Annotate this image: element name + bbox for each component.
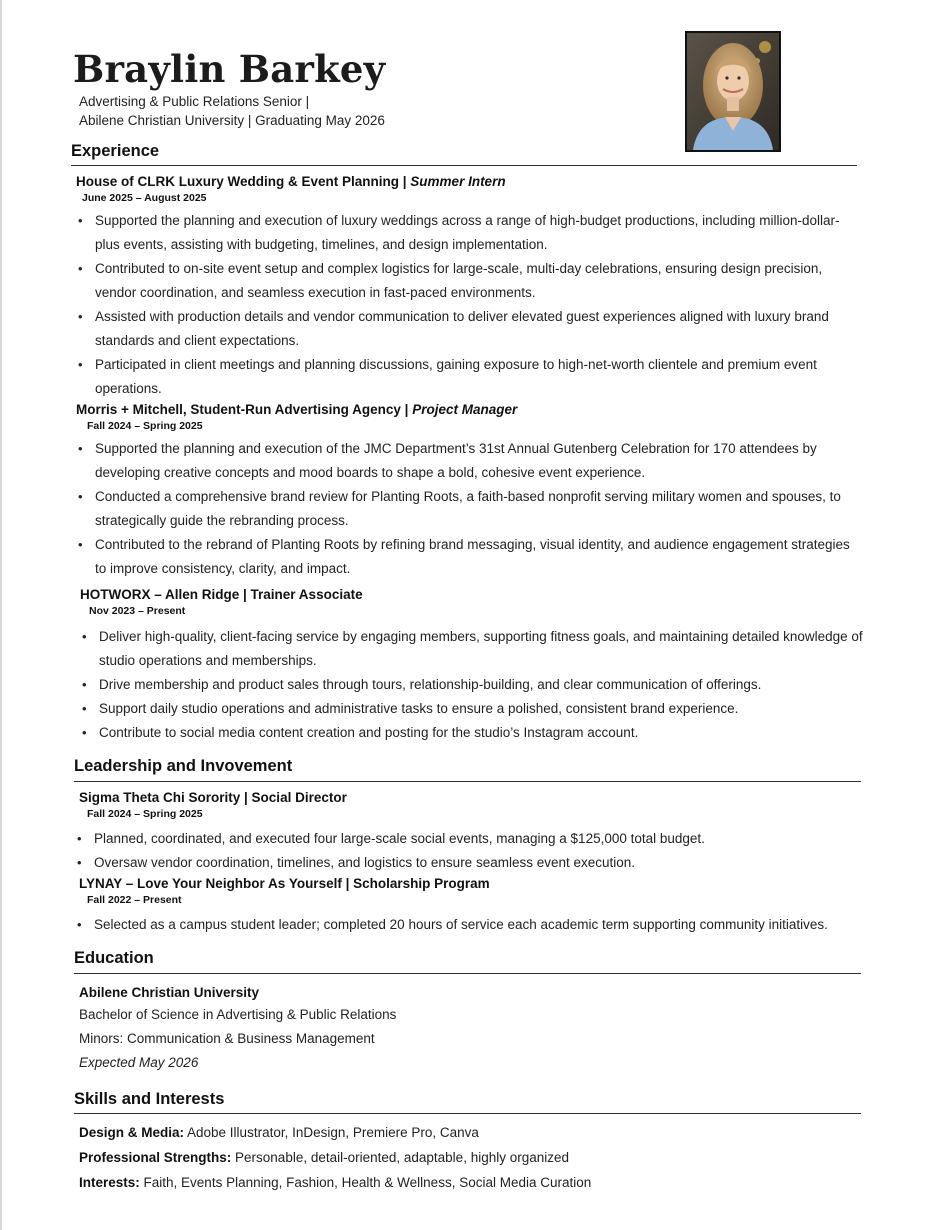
job-hotworx <box>80 586 866 745</box>
job-title <box>76 401 866 419</box>
job-bullets <box>95 437 863 581</box>
skill-row-design-media <box>79 1120 861 1145</box>
experience-heading: Experience <box>71 142 160 160</box>
list-item: • Supported the planning and execution of luxury weddings across a range of high-budget productions, including million-dollar-plus events, assisting with budgeting, timelines, and design implementation. <box>95 209 863 257</box>
job-title: HOTWORX – Allen Ridge | Trainer Associate <box>80 587 363 602</box>
job-dates: Nov 2023 – Present <box>89 605 186 617</box>
leadership-divider <box>74 781 861 782</box>
list-item: • Oversaw vendor coordination, timelines, and logistics to ensure seamless event execution. <box>94 851 861 875</box>
skill-value: Personable, detail-oriented, adaptable, highly organized <box>231 1150 570 1165</box>
skill-row-interests <box>79 1170 861 1195</box>
job-role: Project Manager <box>412 402 518 417</box>
leadership-heading: Leadership and Invovement <box>74 757 293 775</box>
job-role: Summer Intern <box>410 174 506 189</box>
skills-divider <box>74 1113 861 1114</box>
leadership-dates: Fall 2022 – Present <box>87 894 182 906</box>
job-org: Morris + Mitchell, Student-Run Advertising Agency | <box>76 402 413 417</box>
education-section <box>74 948 861 968</box>
job-org: House of CLRK Luxury Wedding & Event Planning | <box>76 174 411 189</box>
list-item: • Conducted a comprehensive brand review for Planting Roots, a faith-based nonprofit serving military women and spouses, to strategically guide the rebranding process. <box>95 485 863 533</box>
skills-list <box>79 1120 861 1195</box>
skill-value: Adobe Illustrator, InDesign, Premiere Pro, Canva <box>184 1125 479 1140</box>
job-title <box>76 173 866 191</box>
education-heading: Education <box>74 949 154 967</box>
skill-label: Interests: <box>79 1175 140 1190</box>
experience-section <box>71 141 857 161</box>
degree: Bachelor of Science in Advertising & Public Relations <box>79 1007 397 1022</box>
leadership-title: LYNAY – Love Your Neighbor As Yourself | Scholarship Program <box>79 876 490 891</box>
leadership-bullets <box>94 913 861 937</box>
leadership-sigma-theta-chi <box>79 789 861 875</box>
job-dates: June 2025 – August 2025 <box>82 192 207 204</box>
leadership-bullets <box>94 827 861 875</box>
list-item: • Participated in client meetings and planning discussions, gaining exposure to high-net-worth clientele and premium event operations. <box>95 353 863 401</box>
skills-section <box>74 1089 861 1109</box>
portrait-photo <box>685 31 781 152</box>
experience-divider <box>71 165 857 166</box>
page-edge <box>0 0 2 1230</box>
list-item: • Selected as a campus student leader; completed 20 hours of service each academic term supporting community initiatives. <box>94 913 861 937</box>
education-divider <box>74 973 861 974</box>
job-morris-mitchell <box>76 401 866 581</box>
list-item: • Contributed to on-site event setup and complex logistics for large-scale, multi-day celebrations, ensuring design precision, vendor coordination, and seamless execution in fast-paced environments. <box>95 257 863 305</box>
candidate-name: Braylin Barkey <box>73 47 386 91</box>
minors: Minors: Communication & Business Management <box>79 1031 375 1046</box>
skills-heading: Skills and Interests <box>74 1090 225 1108</box>
job-bullets <box>99 625 863 745</box>
education-details <box>79 984 861 1075</box>
leadership-title: Sigma Theta Chi Sorority | Social Director <box>79 790 347 805</box>
portrait-illustration <box>687 33 779 150</box>
list-item: • Support daily studio operations and administrative tasks to ensure a polished, consistent brand experience. <box>99 697 863 721</box>
skill-label: Professional Strengths: <box>79 1150 232 1165</box>
list-item: • Contribute to social media content creation and posting for the studio’s Instagram account. <box>99 721 863 745</box>
subtitle-line-1: Advertising & Public Relations Senior | <box>79 94 310 109</box>
list-item: • Supported the planning and execution of the JMC Department’s 31st Annual Gutenberg Celebration for 170 attendees by developing creative concepts and mood boards to shape a bold, cohesive event experience. <box>95 437 863 485</box>
subtitle-line-2: Abilene Christian University | Graduating May 2026 <box>79 113 385 128</box>
list-item: • Deliver high-quality, client-facing service by engaging members, supporting fitness goals, and maintaining detailed knowledge of studio operations and memberships. <box>99 625 863 673</box>
skill-value: Faith, Events Planning, Fashion, Health & Wellness, Social Media Curation <box>139 1175 592 1190</box>
leadership-section <box>74 756 861 776</box>
leadership-lynay <box>79 875 861 937</box>
school-name: Abilene Christian University <box>79 985 260 1000</box>
leadership-dates: Fall 2024 – Spring 2025 <box>87 808 203 820</box>
list-item: • Assisted with production details and vendor communication to deliver elevated guest experiences aligned with luxury brand standards and client expectations. <box>95 305 863 353</box>
skill-row-professional-strengths <box>79 1145 861 1170</box>
list-item: • Contributed to the rebrand of Planting Roots by refining brand messaging, visual identity, and audience engagement strategies to improve consistency, clarity, and impact. <box>95 533 863 581</box>
job-house-of-clrk <box>76 173 866 401</box>
list-item: • Drive membership and product sales through tours, relationship-building, and clear communication of offerings. <box>99 673 863 697</box>
job-dates: Fall 2024 – Spring 2025 <box>87 420 203 432</box>
skill-label: Design & Media: <box>79 1125 185 1140</box>
expected-graduation: Expected May 2026 <box>79 1055 199 1070</box>
list-item: • Planned, coordinated, and executed four large-scale social events, managing a $125,000 total budget. <box>94 827 861 851</box>
job-bullets <box>95 209 863 401</box>
